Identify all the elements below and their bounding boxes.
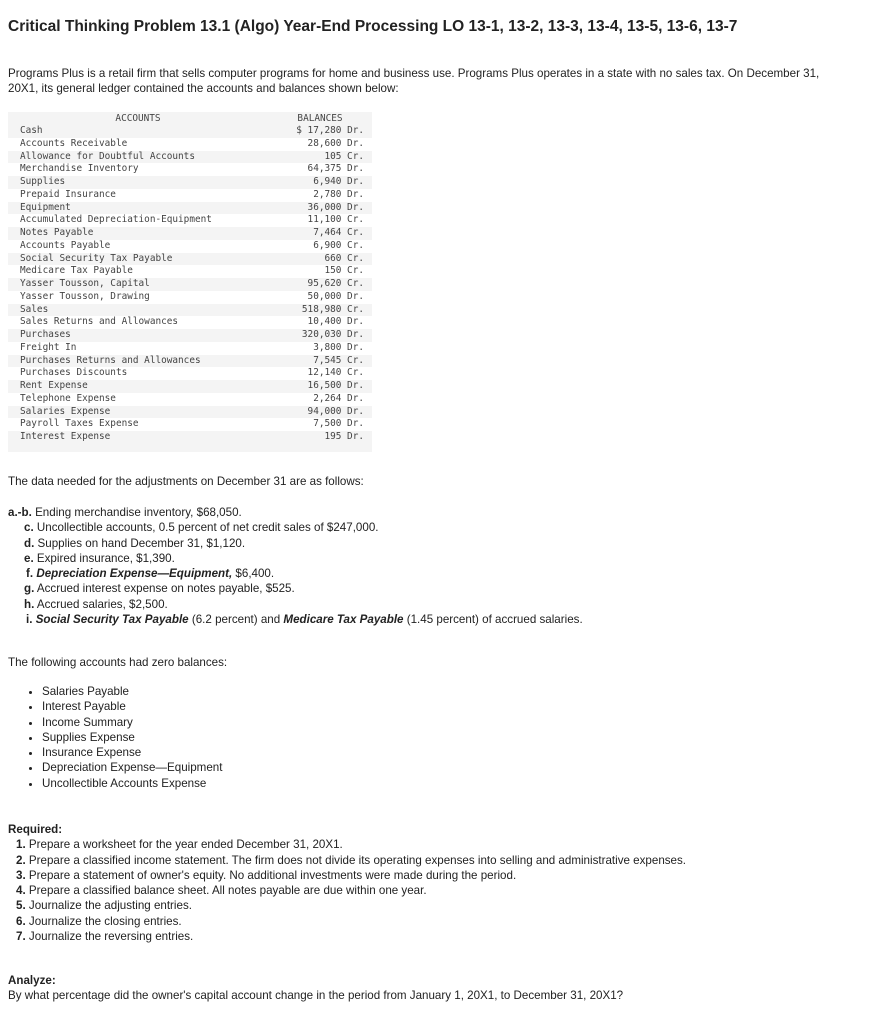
adjustment-label: g. <box>24 582 35 596</box>
ledger-balance: 50,000 Dr. <box>268 291 372 304</box>
adjustments-intro: The data needed for the adjustments on December 31 are as follows: <box>8 475 364 488</box>
ledger-body <box>8 125 372 444</box>
ledger-balance: 2,264 Dr. <box>268 393 372 406</box>
required-number: 5. <box>16 899 26 913</box>
zero-balance-item: • Insurance Expense <box>42 745 222 760</box>
ledger-account: Social Security Tax Payable <box>8 253 268 266</box>
ledger-row <box>8 342 372 355</box>
adjustment-text: $6,400. <box>235 567 275 581</box>
ledger-account: Purchases Returns and Allowances <box>8 355 268 368</box>
ledger-balance: 518,980 Cr. <box>268 304 372 317</box>
adjustment-text: (6.2 percent) and <box>191 613 281 627</box>
ledger-account: Supplies <box>8 176 268 189</box>
ledger-balance: 6,940 Dr. <box>268 176 372 189</box>
ledger-balance: 150 Cr. <box>268 265 372 278</box>
zero-balance-item: • Interest Payable <box>42 699 222 714</box>
required-items <box>8 837 863 944</box>
ledger-balance: 10,400 Dr. <box>268 316 372 329</box>
ledger-row <box>8 227 372 240</box>
ledger-account: Sales <box>8 304 268 317</box>
adjustments-list <box>8 505 808 627</box>
ledger-account: Yasser Tousson, Drawing <box>8 291 268 304</box>
ledger-balance: 64,375 Dr. <box>268 163 372 176</box>
accounts-header: ACCOUNTS <box>115 113 161 124</box>
page-title: Critical Thinking Problem 13.1 (Algo) Year-End Processing LO 13-1, 13-2, 13-3, 13-4, 13-5, 13-6, 13-7 <box>8 18 738 35</box>
zero-balance-list <box>22 684 222 791</box>
required-number: 6. <box>16 914 26 928</box>
ledger-account: Freight In <box>8 342 268 355</box>
ledger-grid <box>8 112 372 444</box>
ledger-balance: 7,545 Cr. <box>268 355 372 368</box>
required-heading: Required: <box>8 823 63 836</box>
ledger-row <box>8 265 372 278</box>
required-text: Journalize the reversing entries. <box>28 930 194 944</box>
ledger-row <box>8 202 372 215</box>
required-number: 1. <box>16 838 26 852</box>
ledger-row <box>8 125 372 138</box>
required-item <box>8 898 863 913</box>
ledger-balance: 320,030 Dr. <box>268 329 372 342</box>
ledger-row <box>8 163 372 176</box>
required-number: 4. <box>16 884 26 898</box>
ledger-row <box>8 406 372 419</box>
ledger-row <box>8 329 372 342</box>
adjustment-e <box>8 551 808 566</box>
ledger-account: Accounts Receivable <box>8 138 268 151</box>
ledger-balance: 16,500 Dr. <box>268 380 372 393</box>
required-text: Prepare a classified balance sheet. All notes payable are due within one year. <box>28 884 427 898</box>
ledger-account: Payroll Taxes Expense <box>8 418 268 431</box>
ledger-account: Medicare Tax Payable <box>8 265 268 278</box>
ledger-account: Notes Payable <box>8 227 268 240</box>
ledger-account: Sales Returns and Allowances <box>8 316 268 329</box>
adjustment-text: Accrued salaries, $2,500. <box>36 597 168 611</box>
required-item <box>8 837 863 852</box>
ledger-account: Merchandise Inventory <box>8 163 268 176</box>
adjustment-label: d. <box>24 536 35 550</box>
ledger-account: Accumulated Depreciation-Equipment <box>8 214 268 227</box>
adjustment-label: a.-b. <box>8 506 32 519</box>
ledger-balance: 36,000 Dr. <box>268 202 372 215</box>
adjustment-text: Uncollectible accounts, 0.5 percent of net credit sales of $247,000. <box>36 521 379 535</box>
ledger-balance: 3,800 Dr. <box>268 342 372 355</box>
zero-balance-item: • Depreciation Expense—Equipment <box>42 760 222 775</box>
ledger-account: Allowance for Doubtful Accounts <box>8 151 268 164</box>
adjustment-text: Accrued interest expense on notes payable, $525. <box>36 582 295 596</box>
ledger-row <box>8 355 372 368</box>
ledger-account: Rent Expense <box>8 380 268 393</box>
ledger-account: Interest Expense <box>8 431 268 444</box>
ledger-account: Cash <box>8 125 268 138</box>
zero-balance-item: • Uncollectible Accounts Expense <box>42 776 222 791</box>
ledger-balance: 95,620 Cr. <box>268 278 372 291</box>
ledger-account: Telephone Expense <box>8 393 268 406</box>
required-item <box>8 914 863 929</box>
required-text: Prepare a worksheet for the year ended December 31, 20X1. <box>28 838 343 852</box>
ledger-row <box>8 138 372 151</box>
adjustment-c <box>8 520 808 535</box>
zero-balance-item: • Income Summary <box>42 715 222 730</box>
ledger-row <box>8 304 372 317</box>
ledger-row <box>8 151 372 164</box>
analyze-heading: Analyze: <box>8 974 56 987</box>
zero-balances-intro: The following accounts had zero balances: <box>8 656 228 669</box>
ledger-balance: 94,000 Dr. <box>268 406 372 419</box>
ledger-row <box>8 189 372 202</box>
ledger-row <box>8 418 372 431</box>
required-item <box>8 929 863 944</box>
required-item <box>8 853 863 868</box>
adjustment-label: h. <box>24 597 35 611</box>
ledger-row <box>8 291 372 304</box>
adjustment-g <box>8 581 808 596</box>
ledger-account: Salaries Expense <box>8 406 268 419</box>
ledger-account: Accounts Payable <box>8 240 268 253</box>
adjustment-f <box>8 566 808 581</box>
adjustment-text: Ending merchandise inventory, $68,050. <box>35 506 242 519</box>
ledger-balance: 11,100 Cr. <box>268 214 372 227</box>
ledger-balance: 105 Cr. <box>268 151 372 164</box>
adjustment-emphasis: Depreciation Expense—Equipment, <box>36 567 233 581</box>
analyze-section <box>8 973 863 1004</box>
ledger-row <box>8 393 372 406</box>
required-text: Prepare a statement of owner's equity. No additional investments were made during the period. <box>28 868 517 882</box>
adjustment-ab <box>8 505 808 520</box>
ledger-row <box>8 278 372 291</box>
ledger-account: Yasser Tousson, Capital <box>8 278 268 291</box>
ledger-row <box>8 431 372 444</box>
required-text: Prepare a classified income statement. The firm does not divide its operating expenses into selling and administrative expenses. <box>28 853 687 867</box>
required-item <box>8 883 863 898</box>
zero-balance-item: • Salaries Payable <box>42 684 222 699</box>
balances-header: BALANCES <box>297 113 343 124</box>
ledger-balance: 2,780 Dr. <box>268 189 372 202</box>
ledger-row <box>8 240 372 253</box>
adjustment-label: c. <box>24 521 34 535</box>
adjustment-text: (1.45 percent) of accrued salaries. <box>406 613 583 627</box>
adjustment-d <box>8 536 808 551</box>
ledger-row <box>8 367 372 380</box>
adjustment-h <box>8 597 808 612</box>
ledger-row <box>8 214 372 227</box>
ledger-row <box>8 380 372 393</box>
ledger-balance: 7,464 Cr. <box>268 227 372 240</box>
general-ledger-table <box>8 112 372 452</box>
ledger-balance: 195 Dr. <box>268 431 372 444</box>
required-number: 2. <box>16 853 26 867</box>
adjustment-text: Expired insurance, $1,390. <box>36 551 175 565</box>
ledger-balance: 660 Cr. <box>268 253 372 266</box>
required-item <box>8 868 863 883</box>
zero-balance-item: • Supplies Expense <box>42 730 222 745</box>
required-section <box>8 822 863 944</box>
ledger-balance: $ 17,280 Dr. <box>268 125 372 138</box>
ledger-account: Equipment <box>8 202 268 215</box>
required-text: Journalize the closing entries. <box>28 914 182 928</box>
ledger-balance: 12,140 Cr. <box>268 367 372 380</box>
adjustment-label: i. <box>26 613 33 627</box>
required-text: Journalize the adjusting entries. <box>28 899 192 913</box>
analyze-question: By what percentage did the owner's capital account change in the period from January 1, 20X1, to December 31, 20X1? <box>8 989 624 1003</box>
adjustment-i <box>8 612 808 627</box>
ledger-balance: 7,500 Dr. <box>268 418 372 431</box>
ledger-row <box>8 253 372 266</box>
ledger-balance: 6,900 Cr. <box>268 240 372 253</box>
ledger-account: Prepaid Insurance <box>8 189 268 202</box>
adjustment-label: e. <box>24 551 34 565</box>
ledger-account: Purchases <box>8 329 268 342</box>
adjustment-label: f. <box>26 567 34 581</box>
adjustment-emphasis: Medicare Tax Payable <box>283 613 404 627</box>
adjustment-emphasis: Social Security Tax Payable <box>35 613 189 627</box>
required-number: 7. <box>16 930 26 944</box>
adjustment-text: Supplies on hand December 31, $1,120. <box>37 536 246 550</box>
ledger-account: Purchases Discounts <box>8 367 268 380</box>
ledger-row <box>8 176 372 189</box>
intro-paragraph: Programs Plus is a retail firm that sells computer programs for home and business use. Programs Plus operates in a state with no sales tax. On December 31, 20X1, its general ledger contained the accounts and balances shown below: <box>8 67 820 95</box>
required-number: 3. <box>16 868 26 882</box>
ledger-row <box>8 316 372 329</box>
ledger-balance: 28,600 Dr. <box>268 138 372 151</box>
